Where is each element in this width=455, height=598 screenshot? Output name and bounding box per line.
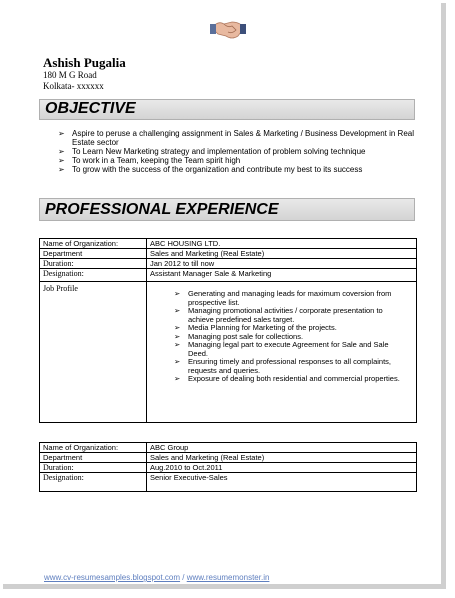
address-line-2: Kolkata- xxxxxx: [43, 81, 104, 91]
table-row: [40, 473, 417, 492]
list-item: ➢ To grow with the success of the organization and contribute my best to its success: [58, 165, 363, 174]
list-item: ➢ Ensuring timely and professional responses to all complaints, requests and queries.: [174, 357, 392, 375]
arrow-bullet-icon: ➢: [174, 323, 181, 332]
list-item: ➢ Aspire to peruse a challenging assignment in Sales & Marketing / Business Development in Real Estate sector: [58, 129, 414, 147]
footer-separator: /: [180, 573, 187, 582]
dept-value: Sales and Marketing (Real Estate): [147, 453, 417, 463]
table-row: [40, 239, 417, 249]
arrow-bullet-icon: ➢: [58, 147, 65, 156]
dept-label: Department: [40, 249, 147, 259]
org-value: ABC HOUSING LTD.: [147, 239, 417, 249]
list-item: ➢ Exposure of dealing both residential and commercial properties.: [174, 374, 400, 383]
footer-links: [44, 573, 269, 582]
dept-label: Department: [40, 453, 147, 463]
duration-value: Aug.2010 to Oct.2011: [147, 463, 417, 473]
footer-link-cv-resumesamples[interactable]: www.cv-resumesamples.blogspot.com: [44, 573, 181, 582]
arrow-bullet-icon: ➢: [174, 374, 181, 383]
footer-link-resumemonster[interactable]: www.resumemonster.in: [186, 573, 270, 582]
table-row: [40, 463, 417, 473]
designation-label: Designation:: [40, 269, 147, 282]
dept-value: Sales and Marketing (Real Estate): [147, 249, 417, 259]
arrow-bullet-icon: ➢: [174, 306, 181, 315]
job-profile-label: Job Profile: [40, 282, 147, 423]
list-item: ➢ Media Planning for Marketing of the projects.: [174, 323, 337, 332]
job2-table: [39, 442, 417, 492]
org-value: ABC Group: [147, 443, 417, 453]
arrow-bullet-icon: ➢: [174, 357, 181, 366]
arrow-bullet-icon: ➢: [58, 156, 65, 165]
table-row: [40, 282, 417, 423]
designation-value: Senior Executive-Sales: [147, 473, 417, 492]
table-row: [40, 453, 417, 463]
experience-heading-bar: [39, 198, 415, 221]
arrow-bullet-icon: ➢: [58, 165, 65, 174]
designation-value: Assistant Manager Sale & Marketing: [147, 269, 417, 282]
arrow-bullet-icon: ➢: [174, 340, 181, 349]
experience-title: PROFESSIONAL EXPERIENCE: [45, 201, 279, 218]
objective-heading-bar: [39, 99, 415, 120]
table-row: [40, 259, 417, 269]
arrow-bullet-icon: ➢: [174, 331, 181, 341]
list-item: ➢ Managing promotional activities / corporate presentation to achieve predefined sales target.: [174, 306, 383, 324]
list-item: ➢ Managing legal part to execute Agreement for Sale and Sale Deed.: [174, 340, 389, 358]
job-profile-list: [150, 290, 413, 384]
duration-label: Duration:: [40, 259, 147, 269]
job-profile-cell: [147, 282, 417, 423]
list-item: ➢ Managing post sale for collections.: [174, 331, 304, 341]
table-row: [40, 269, 417, 282]
arrow-bullet-icon: ➢: [58, 129, 65, 138]
duration-value: Jan 2012 to till now: [147, 259, 417, 269]
list-item: ➢ Generating and managing leads for maximum coversion from prospective list.: [174, 289, 392, 307]
table-row: [40, 443, 417, 453]
arrow-bullet-icon: ➢: [174, 289, 181, 298]
objective-list: [58, 129, 414, 174]
designation-label: Designation:: [40, 473, 147, 492]
org-label: Name of Organization:: [40, 239, 147, 249]
org-label: Name of Organization:: [40, 443, 147, 453]
table-row: [40, 249, 417, 259]
objective-title: OBJECTIVE: [45, 100, 136, 117]
job1-table: [39, 238, 417, 423]
handshake-icon: [210, 14, 246, 42]
candidate-name: Ashish Pugalia: [43, 55, 126, 70]
duration-label: Duration:: [40, 463, 147, 473]
address-line-1: 180 M G Road: [43, 70, 97, 80]
list-item: ➢ To Learn New Marketing strategy and implementation of problem solving technique: [58, 147, 366, 156]
list-item: ➢ To work in a Team, keeping the Team spirit high: [58, 156, 241, 165]
